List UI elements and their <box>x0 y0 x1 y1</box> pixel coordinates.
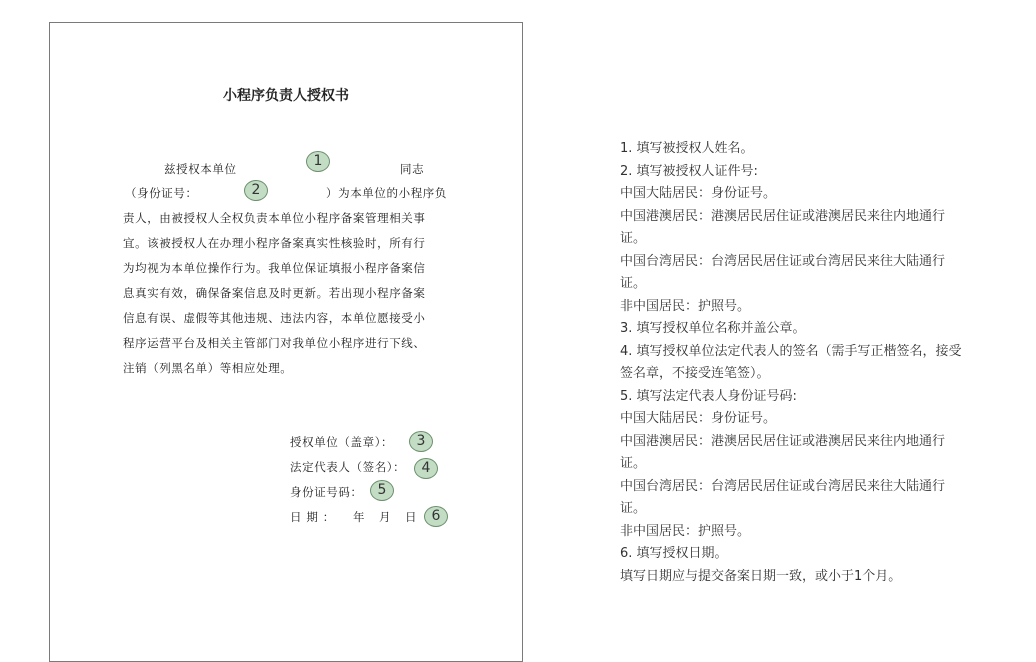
note-line: 2. 填写被授权人证件号: <box>620 163 758 179</box>
note-line: 中国大陆居民：身份证号。 <box>620 186 777 201</box>
body-line: 信息有误、虚假等其他违规、违法内容，本单位愿接受小 <box>123 311 426 325</box>
field-marker-6: 6 <box>424 506 448 527</box>
note-line: 中国台湾居民：台湾居民居住证或台湾居民来往大陆通行证。 <box>620 478 946 516</box>
field-marker-4: 4 <box>414 458 438 479</box>
field-marker-2: 2 <box>244 180 268 201</box>
authorization-letter-page <box>49 22 523 662</box>
note-line: 中国台湾居民：台湾居民居住证或台湾居民来往大陆通行证。 <box>620 253 946 291</box>
date-day: 日 <box>405 510 418 524</box>
note-line: 中国大陆居民：身份证号。 <box>620 411 777 426</box>
field-marker-3: 3 <box>409 431 433 452</box>
note-line: 中国港澳居民：港澳居民居住证或港澳居民来往内地通行证。 <box>620 208 946 246</box>
date-month: 月 <box>379 510 392 524</box>
date-label: 日 期 ： <box>290 510 335 524</box>
body-line: 责人，由被授权人全权负责本单位小程序备案管理相关事 <box>123 211 426 225</box>
note-line: 非中国居民：护照号。 <box>620 298 751 314</box>
authorizing-unit-label: 授权单位（盖章）： <box>290 435 394 449</box>
body-line: 息真实有效，确保备案信息及时更新。若出现小程序备案 <box>123 286 426 300</box>
body-line: 宜。该被授权人在办理小程序备案真实性核验时，所有行 <box>123 236 426 250</box>
body-line: 注销（列黑名单）等相应处理。 <box>123 361 293 375</box>
note-line: 1. 填写被授权人姓名。 <box>620 141 754 156</box>
id-number-suffix: ）为本单位的小程序负 <box>326 186 447 200</box>
field-marker-1: 1 <box>306 151 330 172</box>
note-line: 4. 填写授权单位法定代表人的签名（需手写正楷签名，接受签名章，不接受连笔签）。 <box>620 343 962 381</box>
instructions-list <box>620 138 965 588</box>
page-title: 小程序负责人授权书 <box>223 88 349 104</box>
note-line: 3. 填写授权单位名称并盖公章。 <box>620 321 806 336</box>
field-marker-5: 5 <box>370 480 394 501</box>
authorize-line-suffix: 同志 <box>400 162 425 176</box>
body-line: 程序运营平台及相关主管部门对我单位小程序进行下线、 <box>123 336 426 350</box>
id-number-label: 身份证号码： <box>290 485 363 499</box>
date-year: 年 <box>353 510 366 524</box>
authorize-line-prefix: 兹授权本单位 <box>164 162 237 176</box>
id-number-prefix: （身份证号： <box>125 186 198 200</box>
note-line: 中国港澳居民：港澳居民居住证或港澳居民来往内地通行证。 <box>620 433 946 471</box>
legal-rep-label: 法定代表人（签名）： <box>290 460 406 474</box>
note-line: 6. 填写授权日期。 <box>620 546 728 561</box>
note-line: 填写日期应与提交备案日期一致，或小于1个月。 <box>620 568 902 584</box>
body-line: 为均视为本单位操作行为。我单位保证填报小程序备案信 <box>123 261 426 275</box>
note-line: 5. 填写法定代表人身份证号码: <box>620 388 797 404</box>
note-line: 非中国居民：护照号。 <box>620 523 751 539</box>
